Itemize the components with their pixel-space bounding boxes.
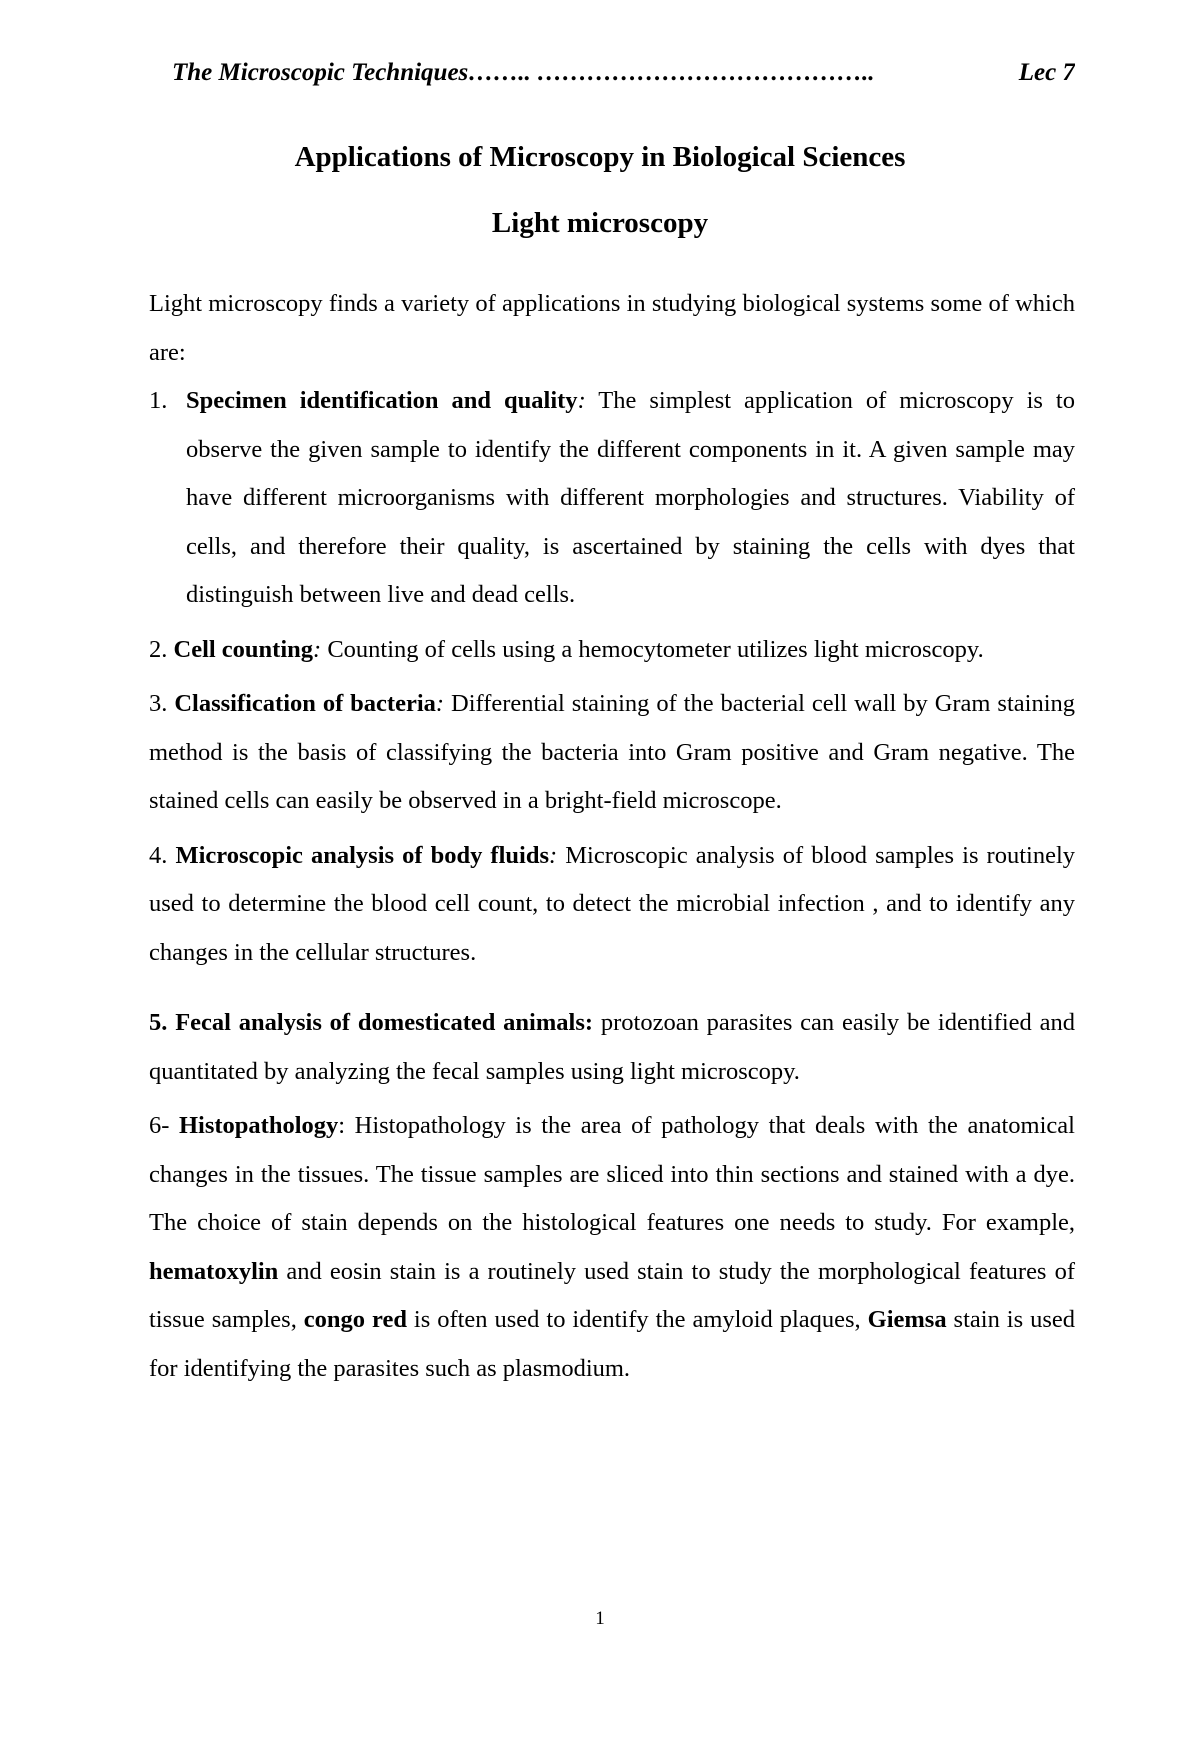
- list-item-text: stain is used for identifying the parasites such as plasmodium.: [149, 1306, 1076, 1382]
- list-item-separator: :: [435, 690, 445, 717]
- list-item-histopathology: [149, 1102, 1075, 1393]
- stain-congo-red: congo red: [303, 1306, 407, 1333]
- list-item-separator: :: [313, 635, 322, 663]
- list-item: [149, 626, 1075, 675]
- list-item-separator: :: [577, 387, 586, 414]
- list-item-text: : Histopathology is the area of pathology that deals with the anatomical changes in the tissues. The tissue samples are sliced into thin sections and stained with a dye. The choice of stain depends on the histological features one needs to study. For example,: [149, 1112, 1075, 1236]
- list-item-number: 4.: [149, 841, 176, 869]
- list-item-term: Specimen identification and quality: [186, 387, 578, 414]
- list-item-number: 3.: [149, 690, 175, 717]
- list-item-text: is often used to identify the amyloid plaques,: [406, 1306, 868, 1333]
- list-item-term: Fecal analysis of domesticated animals:: [175, 1009, 594, 1036]
- page-number: 1: [595, 1608, 605, 1629]
- header-course-title: The Microscopic Techniques……..: [172, 59, 531, 86]
- header-lecture-number: Lec 7: [1018, 59, 1075, 86]
- intro-paragraph: Light microscopy finds a variety of applications in studying biological systems some of which are:: [149, 290, 1075, 366]
- list-item-number: 1.: [149, 387, 168, 414]
- list-item: [149, 999, 1075, 1096]
- stain-hematoxylin: hematoxylin: [149, 1257, 279, 1285]
- list-item-text: protozoan parasites can easily be identified and quantitated by analyzing the fecal samples using light microscopy.: [149, 1009, 1075, 1085]
- list-item-text: The simplest application of microscopy is to observe the given sample to identify the different components in it. A given sample may have different microorganisms with different morphologies and structures. Viability of cells, and therefore their quality, is ascertained by staining the cells with dyes that distinguish between live and dead cells.: [186, 387, 1075, 608]
- list-item-text: Differential staining of the bacterial cell wall by Gram staining method is the basis of classifying the bacteria into Gram positive and Gram negative. The stained cells can easily be observed in a bright-field microscope.: [149, 690, 1076, 814]
- page-title: Applications of Microscopy in Biological Sciences: [294, 141, 906, 173]
- section-heading: Light microscopy: [491, 207, 709, 239]
- list-item-term: Microscopic analysis of body fluids: [175, 841, 549, 869]
- list-item: [149, 680, 1075, 826]
- header-dot-leader: …………………………………..: [537, 59, 875, 86]
- list-item-number: 5.: [149, 1009, 176, 1036]
- list-item-term: Cell counting: [173, 635, 314, 663]
- list-item-separator: :: [548, 841, 558, 869]
- list-item: [149, 377, 1075, 620]
- list-item-text: Microscopic analysis of blood samples is routinely used to determine the blood cell count, to detect the microbial infection , and to identify any changes in the cellular structures.: [149, 841, 1076, 966]
- list-item-number: 2.: [149, 635, 174, 663]
- body-text: [149, 280, 1075, 1393]
- list-item-term: Histopathology: [178, 1112, 339, 1139]
- list-item-text: Counting of cells using a hemocytometer utilizes light microscopy.: [321, 635, 984, 663]
- list-item: [149, 832, 1075, 978]
- stain-giemsa: Giemsa: [867, 1306, 947, 1333]
- running-header: [172, 56, 1075, 90]
- list-item-number: 6-: [149, 1112, 179, 1139]
- list-item-term: Classification of bacteria: [174, 690, 436, 717]
- list-item-text: and eosin stain is a routinely used stain to study the morphological features of tissue samples,: [149, 1257, 1075, 1333]
